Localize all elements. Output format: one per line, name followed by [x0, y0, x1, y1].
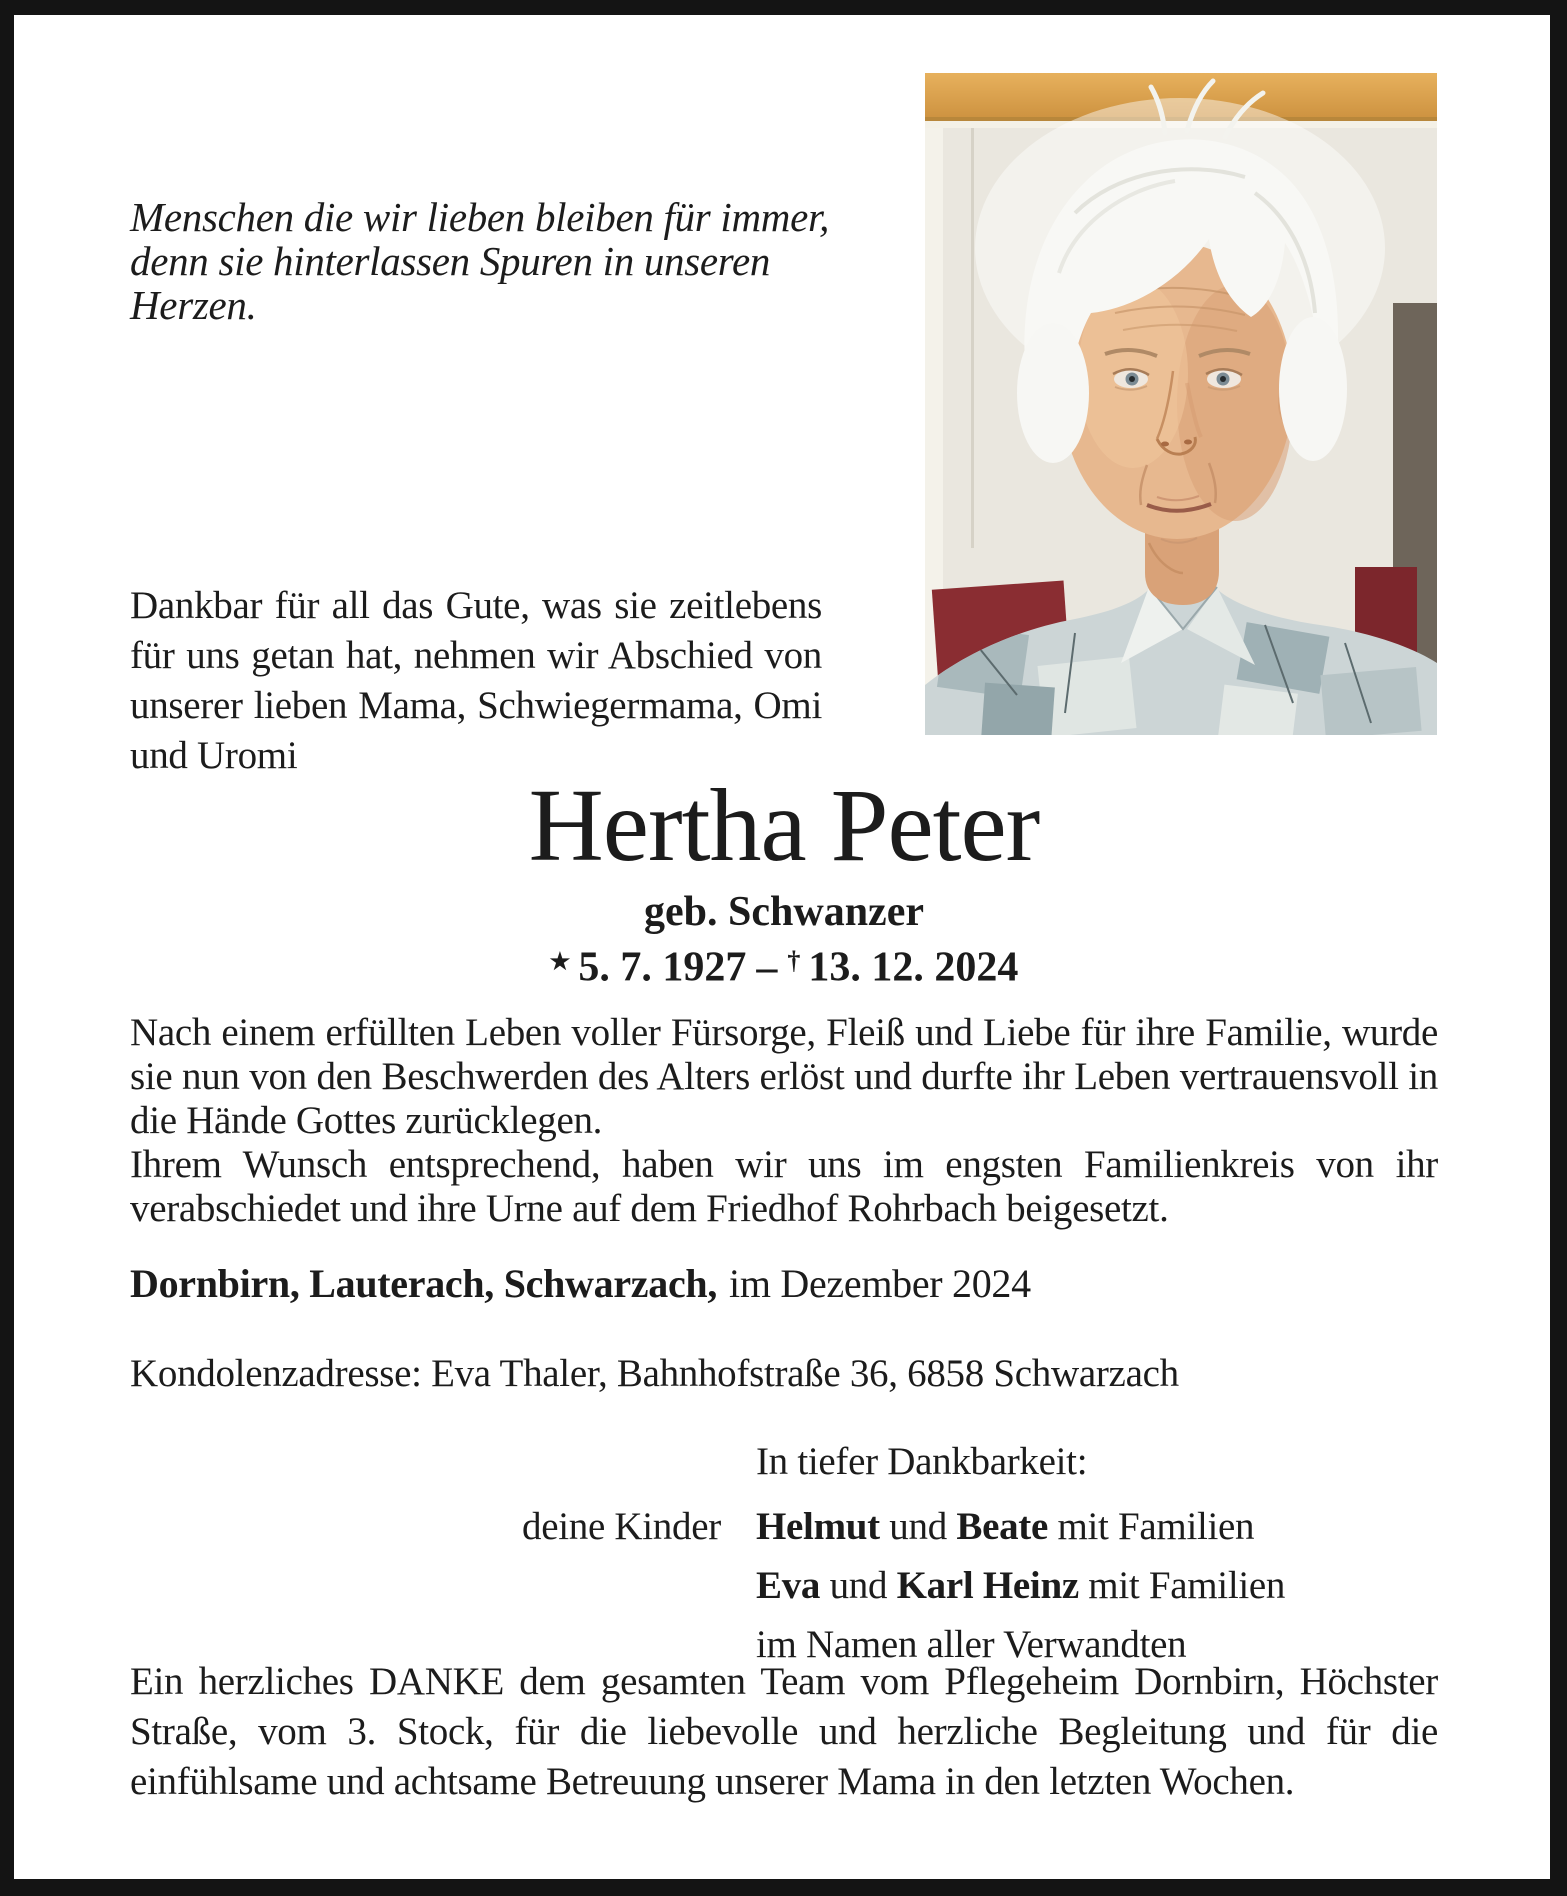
- child-name: Beate: [956, 1505, 1048, 1548]
- name-separator: und: [820, 1564, 897, 1607]
- portrait-illustration: [925, 73, 1437, 735]
- portrait-photo: [925, 73, 1437, 735]
- birth-star-icon: ★: [549, 948, 571, 975]
- death-cross-icon: †: [787, 946, 801, 975]
- quote-line-1: Menschen die wir lieben bleiben für immer,: [130, 194, 830, 240]
- body-paragraph-1: Nach einem erfüllten Leben voller Fürsorge, Fleiß und Liebe für ihre Familie, wurde sie nun von den Beschwerden des Alters erlöst und durfte ihr Leben vertrauensvoll in die Hände Gottes zurücklegen.: [130, 1011, 1438, 1142]
- thanks-paragraph: Ein herzliches DANKE dem gesamten Team vom Pflegeheim Dornbirn, Höchster Straße, vom 3. Stock, für die liebevolle und herzliche Begleitung und für die einfühlsame und achtsame Betreuung unserer Mama in den letzten Wochen.: [130, 1660, 1438, 1803]
- deceased-name: Hertha Peter: [528, 768, 1040, 883]
- obituary-card: [14, 15, 1550, 1879]
- gratitude-signatures: [522, 1497, 1285, 1674]
- child-name: Helmut: [756, 1505, 880, 1548]
- quote-line-2: denn sie hinterlassen Spuren in unseren: [130, 238, 771, 284]
- family-line-2: [756, 1556, 1285, 1615]
- name-separator: und: [879, 1505, 957, 1548]
- deceased-name-block: [130, 768, 1438, 992]
- quote-line-3: Herzen.: [130, 282, 257, 328]
- family-names-column: [756, 1497, 1285, 1674]
- memorial-quote: [130, 195, 829, 327]
- places-date-line: [130, 1261, 1031, 1307]
- places-list: Dornbirn, Lauterach, Schwarzach,: [130, 1261, 718, 1306]
- child-name: Karl Heinz: [896, 1564, 1079, 1607]
- child-name: Eva: [756, 1564, 821, 1607]
- family-suffix: mit Familien: [1048, 1505, 1255, 1548]
- family-line-3: im Namen aller Verwandten: [756, 1623, 1187, 1666]
- farewell-intro: Dankbar für all das Gute, was sie zeitlebens für uns getan hat, nehmen wir Abschied von unserer lieben Mama, Schwiegermama, Omi und Uromi: [130, 584, 822, 777]
- life-dates: [130, 937, 1438, 992]
- children-label: deine Kinder: [522, 1505, 721, 1548]
- birth-date: 5. 7. 1927: [578, 944, 747, 991]
- body-paragraph-2: Ihrem Wunsch entsprechend, haben wir uns im engsten Familienkreis von ihr verabschiedet und ihre Urne auf dem Friedhof Rohrbach beigesetzt.: [130, 1143, 1438, 1230]
- gratitude-block: [522, 1439, 1285, 1674]
- family-suffix: mit Familien: [1078, 1564, 1286, 1607]
- maiden-name: geb. Schwanzer: [644, 889, 924, 935]
- condolence-address: Kondolenzadresse: Eva Thaler, Bahnhofstraße 36, 6858 Schwarzach: [130, 1352, 1179, 1395]
- month-year: im Dezember 2024: [729, 1261, 1031, 1306]
- family-line-1: [756, 1497, 1285, 1556]
- date-separator: –: [756, 944, 778, 991]
- obituary-body: [130, 1011, 1438, 1231]
- death-date: 13. 12. 2024: [808, 944, 1019, 991]
- gratitude-heading: In tiefer Dankbarkeit:: [756, 1440, 1088, 1483]
